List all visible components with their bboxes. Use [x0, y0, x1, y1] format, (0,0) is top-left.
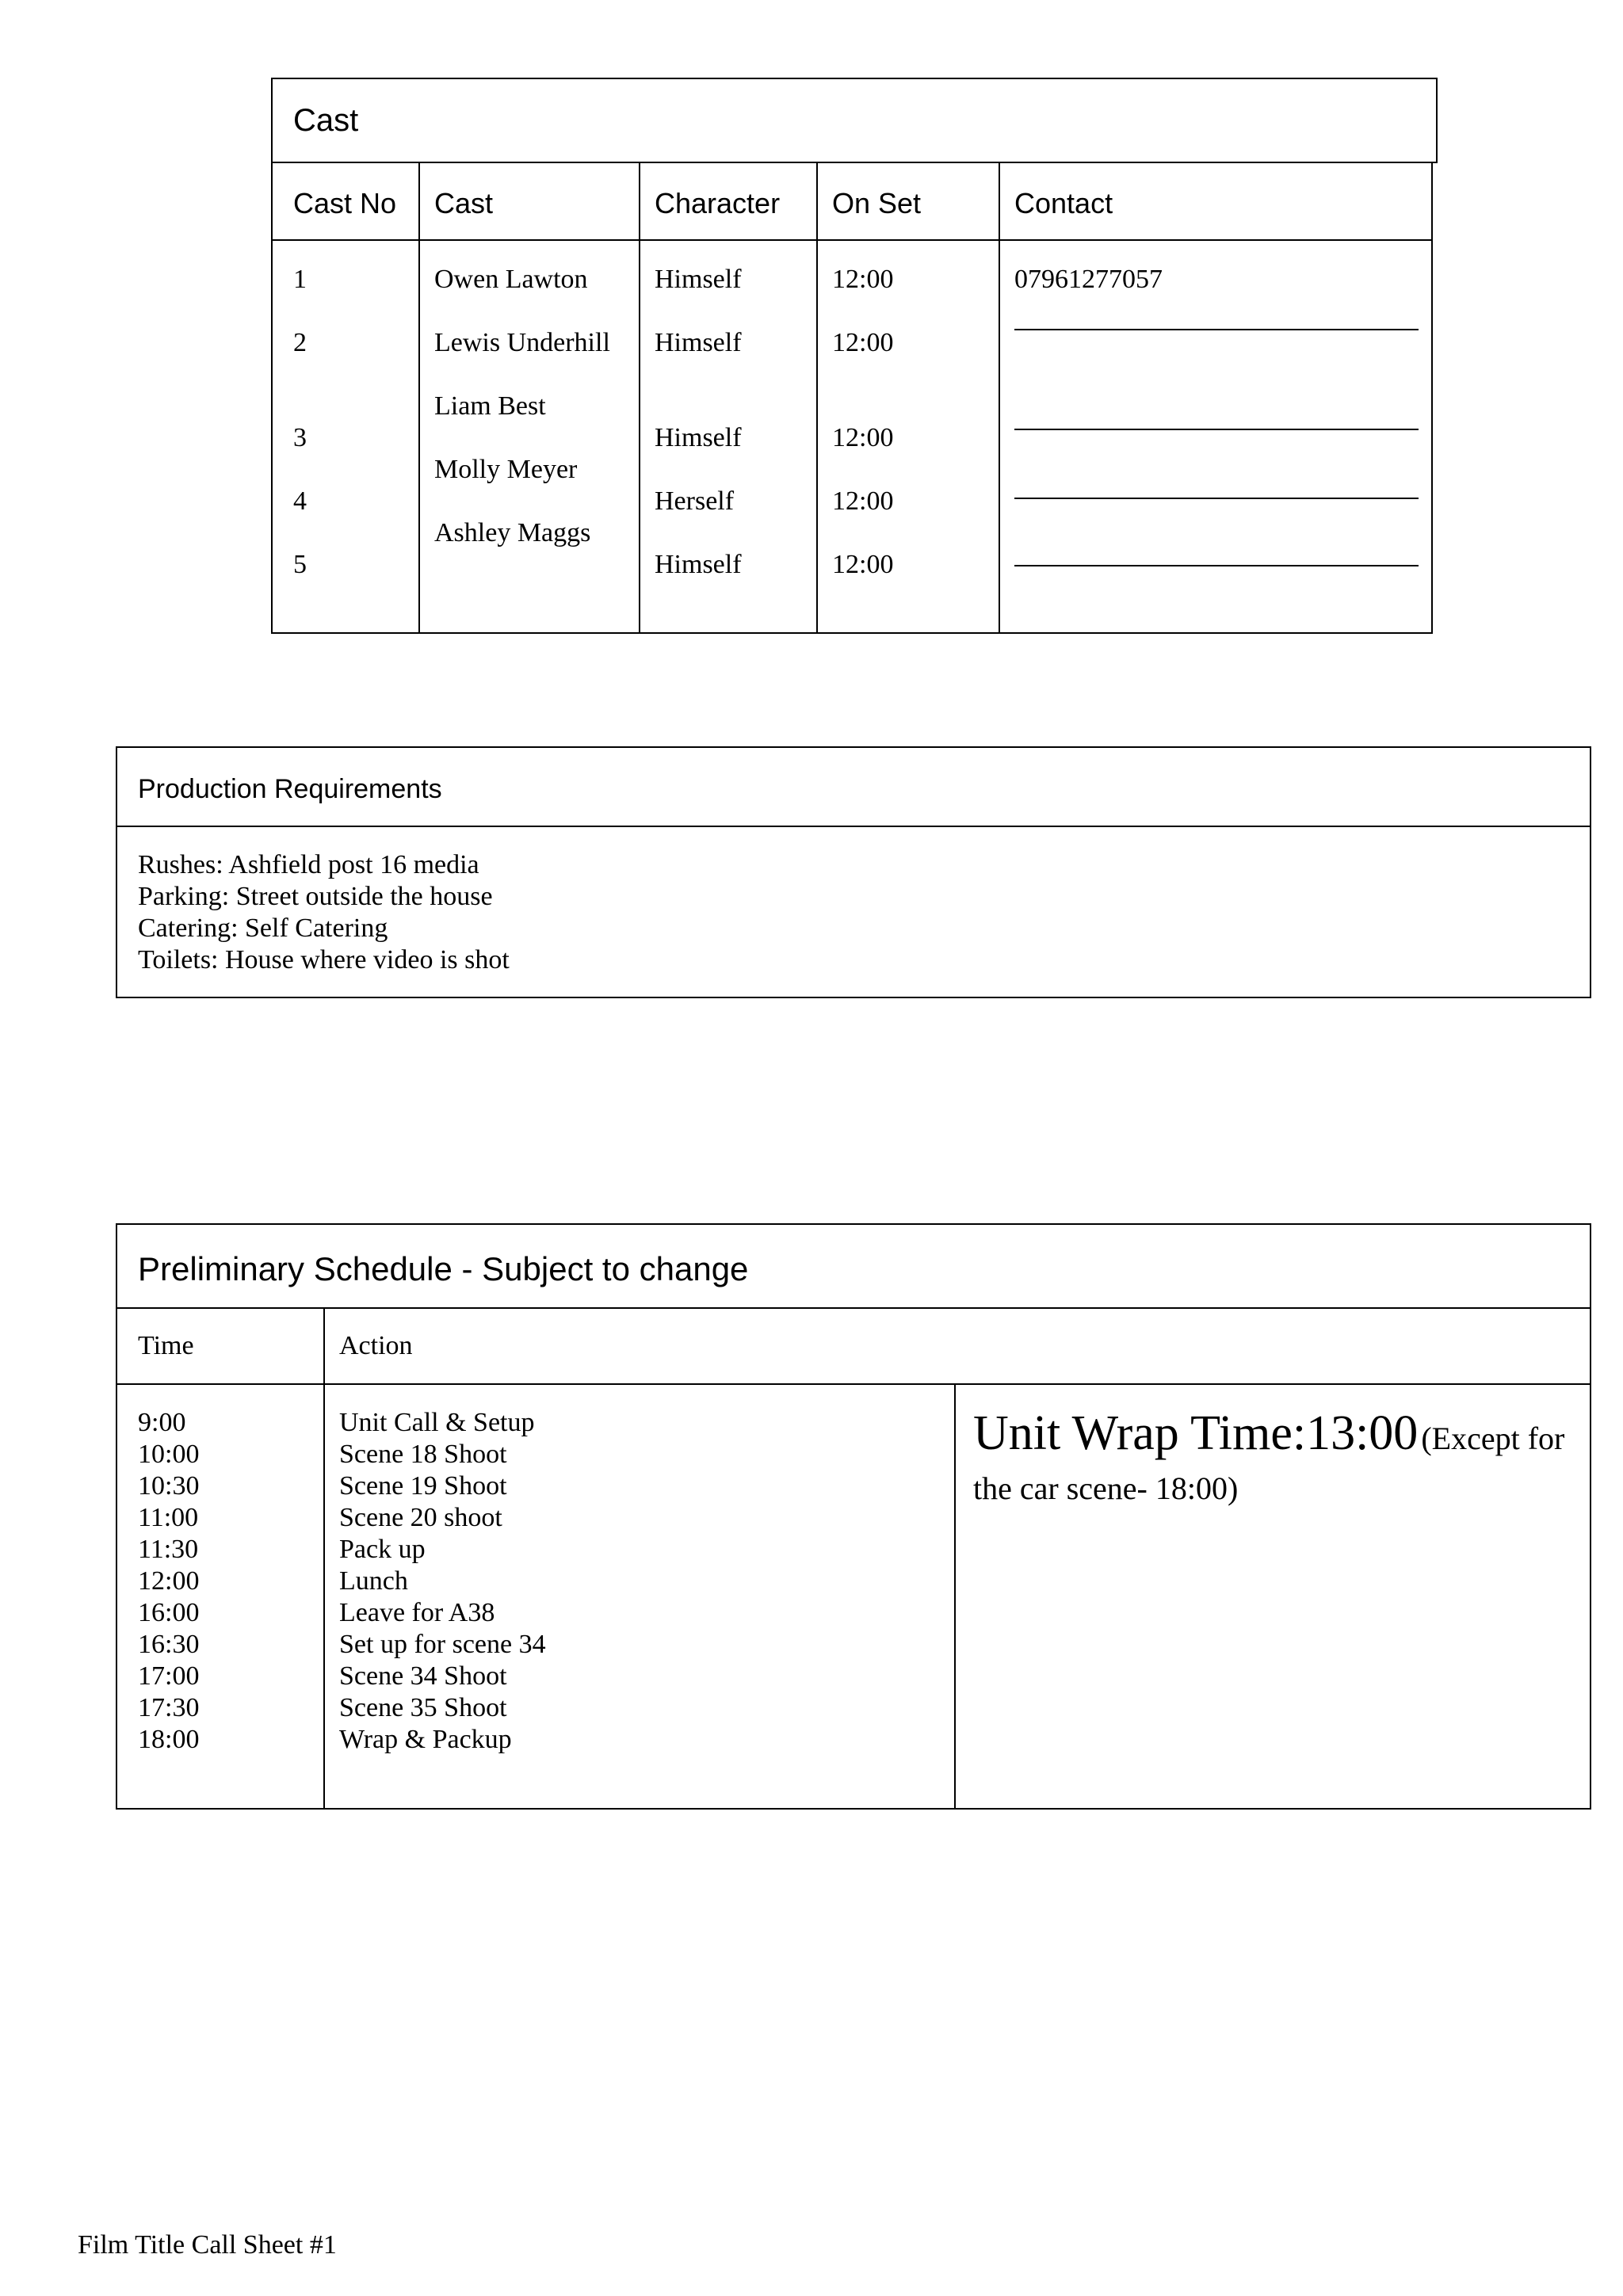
cast-character: Himself: [655, 265, 742, 294]
schedule-time: 10:30: [138, 1471, 200, 1501]
cast-col-divider: [999, 162, 1000, 634]
production-line-rushes: Rushes: Ashfield post 16 media: [138, 850, 479, 879]
production-header-divider: [116, 826, 1591, 827]
schedule-time: 16:30: [138, 1630, 200, 1659]
cast-character: Herself: [655, 486, 735, 516]
contact-blank-line: [1014, 498, 1419, 499]
cast-header-character: Character: [655, 187, 781, 219]
schedule-header-action: Action: [339, 1331, 413, 1360]
production-requirements-title: Production Requirements: [138, 774, 442, 804]
schedule-action: Scene 20 shoot: [339, 1503, 502, 1532]
cast-name: Owen Lawton: [434, 265, 588, 294]
cast-header-cast: Cast: [434, 187, 494, 219]
schedule-action: Scene 18 Shoot: [339, 1440, 507, 1469]
production-line-toilets: Toilets: House where video is shot: [138, 945, 510, 974]
schedule-time: 12:00: [138, 1566, 200, 1596]
schedule-action: Unit Call & Setup: [339, 1408, 535, 1437]
production-line-parking: Parking: Street outside the house: [138, 882, 493, 911]
schedule-action: Set up for scene 34: [339, 1630, 546, 1659]
schedule-action: Scene 19 Shoot: [339, 1471, 507, 1501]
cast-name: Ashley Maggs: [434, 518, 591, 547]
schedule-action: Scene 34 Shoot: [339, 1661, 507, 1691]
schedule-time: 17:00: [138, 1661, 200, 1691]
schedule-times: [138, 1407, 199, 1756]
schedule-action: Wrap & Packup: [339, 1725, 512, 1754]
unit-wrap-note: [973, 1406, 1575, 1517]
contact-blank-line: [1014, 329, 1419, 330]
schedule-time: 18:00: [138, 1725, 200, 1754]
cast-section-title: Cast: [293, 103, 359, 138]
contact-blank-line: [1014, 429, 1419, 430]
schedule-title: Preliminary Schedule - Subject to change: [138, 1250, 749, 1287]
cast-character: Himself: [655, 423, 742, 452]
schedule-action: Scene 35 Shoot: [339, 1693, 507, 1722]
schedule-header-divider: [116, 1383, 1591, 1385]
schedule-header-time: Time: [138, 1331, 194, 1360]
cast-col-divider: [816, 162, 818, 634]
unit-wrap-exception: (Except for the car scene- 18:00): [973, 1421, 1565, 1506]
schedule-col-divider: [954, 1383, 956, 1810]
schedule-col-divider: [323, 1307, 325, 1810]
cast-character: Himself: [655, 328, 742, 357]
cast-header-divider: [271, 239, 1433, 241]
cast-header-contact: Contact: [1014, 187, 1113, 219]
cast-on-set-time: 12:00: [832, 423, 894, 452]
cast-col-divider: [639, 162, 640, 634]
unit-wrap-time: Unit Wrap Time:13:00: [973, 1406, 1419, 1460]
schedule-action: Lunch: [339, 1566, 408, 1596]
schedule-time: 11:30: [138, 1535, 199, 1564]
cast-on-set-time: 12:00: [832, 265, 894, 294]
schedule-action: Pack up: [339, 1535, 426, 1564]
cast-title-box: [271, 78, 1438, 163]
cast-name: Molly Meyer: [434, 455, 578, 484]
cast-number: 1: [293, 265, 307, 294]
cast-header-no: Cast No: [293, 187, 397, 219]
cast-number: 2: [293, 328, 307, 357]
schedule-actions: [339, 1407, 546, 1756]
cast-header-on-set: On Set: [832, 187, 922, 219]
cast-on-set-time: 12:00: [832, 550, 894, 579]
schedule-time: 9:00: [138, 1408, 186, 1437]
cast-name: Liam Best: [434, 391, 546, 421]
cast-on-set-time: 12:00: [832, 328, 894, 357]
schedule-time: 10:00: [138, 1440, 200, 1469]
schedule-time: 11:00: [138, 1503, 199, 1532]
cast-number: 5: [293, 550, 307, 579]
cast-on-set-time: 12:00: [832, 486, 894, 516]
cast-col-divider: [418, 162, 420, 634]
cast-number: 3: [293, 423, 307, 452]
cast-character: Himself: [655, 550, 742, 579]
schedule-time: 16:00: [138, 1598, 200, 1627]
contact-blank-line: [1014, 565, 1419, 566]
footer-text: Film Title Call Sheet #1: [78, 2230, 337, 2260]
cast-name: Lewis Underhill: [434, 328, 610, 357]
schedule-action: Leave for A38: [339, 1598, 495, 1627]
schedule-time: 17:30: [138, 1693, 200, 1722]
cast-number: 4: [293, 486, 307, 516]
cast-contact: 07961277057: [1014, 265, 1163, 294]
production-line-catering: Catering: Self Catering: [138, 913, 388, 943]
schedule-title-divider: [116, 1307, 1591, 1309]
